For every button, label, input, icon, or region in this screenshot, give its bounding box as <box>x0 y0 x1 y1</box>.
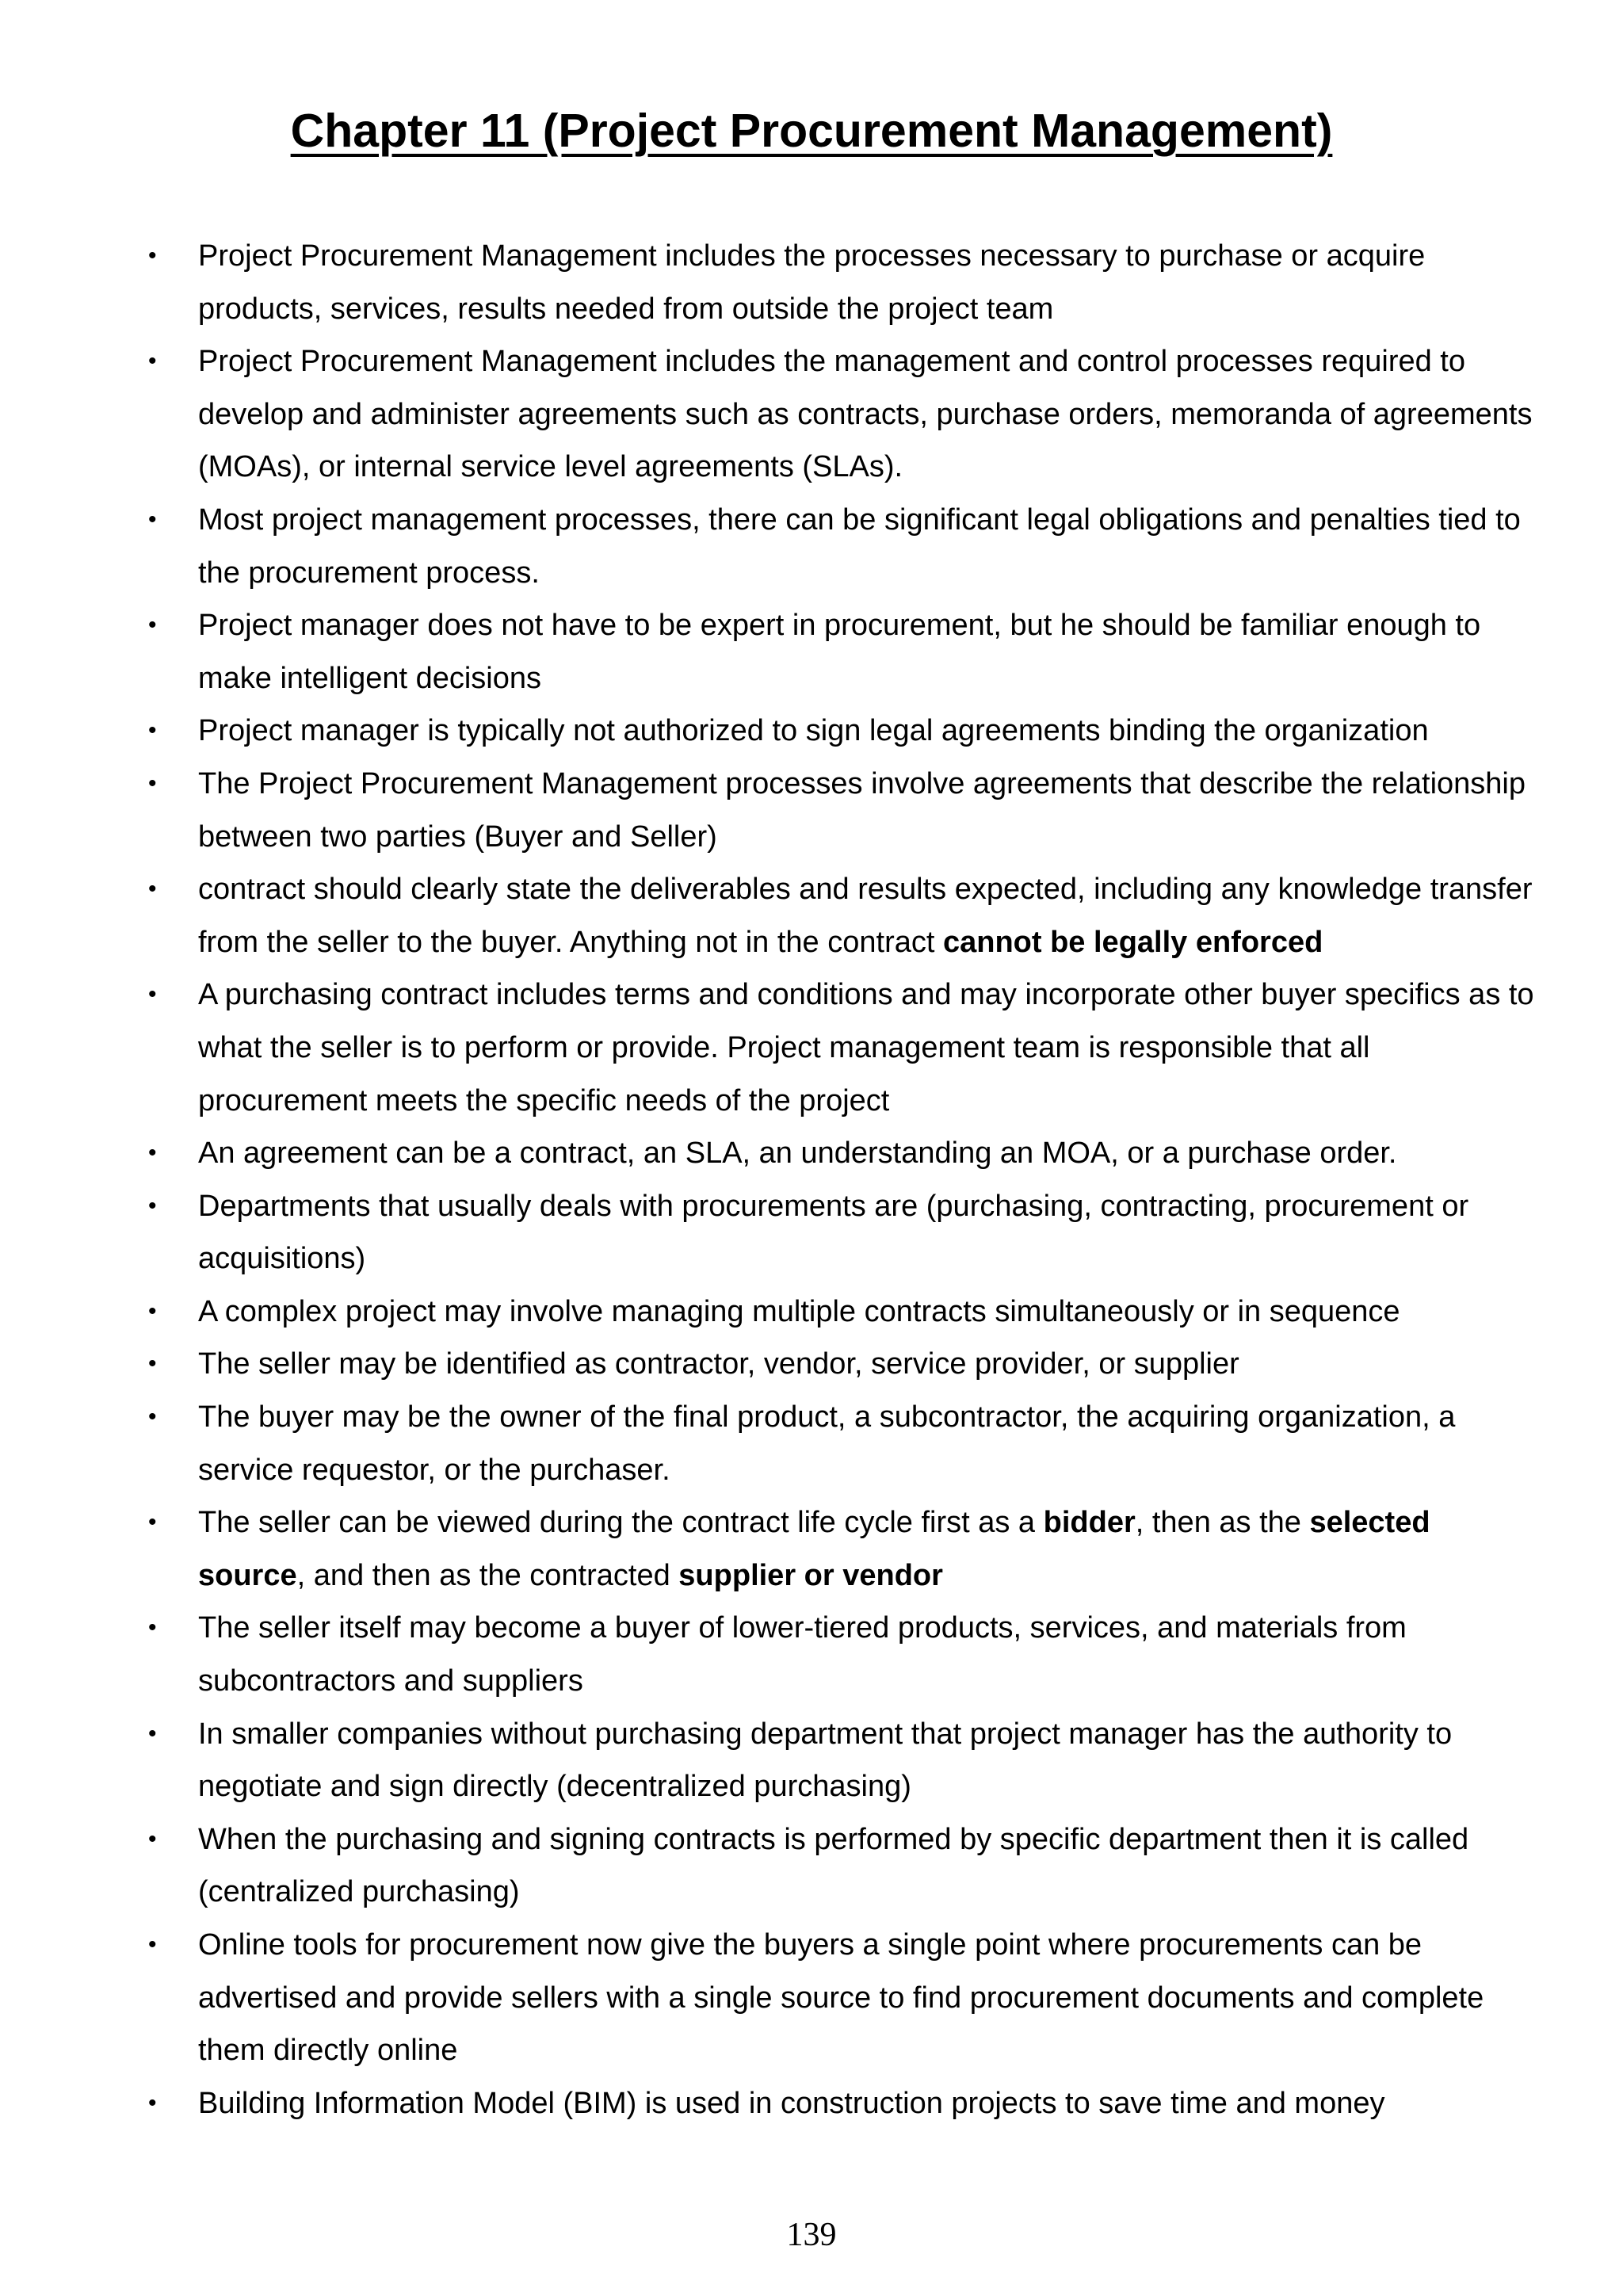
bullet-text <box>198 767 1526 854</box>
text-segment: Most project management processes, there can be significant legal obligations and penalties tied to the procurement process. <box>198 502 1521 590</box>
bullet-text <box>198 1506 1430 1592</box>
list-item <box>0 1338 1623 1391</box>
list-item <box>0 1813 1623 1919</box>
bullet-dot-icon: • <box>148 1614 157 1641</box>
bullet-text <box>198 2087 1384 2120</box>
text-segment: A complex project may involve managing multiple contracts simultaneously or in sequence <box>198 1294 1400 1328</box>
bullet-dot-icon: • <box>148 1140 157 1167</box>
bullet-text <box>198 1823 1468 1909</box>
bullet-dot-icon: • <box>148 612 157 639</box>
bullet-text <box>198 873 1533 959</box>
bullet-dot-icon: • <box>148 2089 157 2116</box>
text-segment: An agreement can be a contract, an SLA, an understanding an MOA, or a purchase order. <box>198 1137 1397 1171</box>
list-item <box>0 1286 1623 1339</box>
list-item <box>0 2077 1623 2130</box>
bullet-dot-icon: • <box>148 506 157 533</box>
bullet-text <box>198 1717 1452 1804</box>
list-item <box>0 335 1623 494</box>
list-item <box>0 863 1623 968</box>
bullet-text <box>198 1295 1400 1328</box>
bullet-text <box>198 714 1429 747</box>
bullet-text <box>198 1400 1455 1487</box>
text-segment: The Project Procurement Management processes involve agreements that describe the relationship between two parties (Buyer and Seller) <box>198 766 1526 854</box>
bold-text-segment: supplier or vendor <box>678 1558 943 1592</box>
bullet-dot-icon: • <box>148 1350 157 1377</box>
bullet-dot-icon: • <box>148 1825 157 1852</box>
text-segment: The seller itself may become a buyer of lower-tiered products, services, and materials from subcontractors and suppliers <box>198 1611 1407 1698</box>
list-item <box>0 705 1623 758</box>
text-segment: Project Procurement Management includes the processes necessary to purchase or acquire products, services, results needed from outside the project team <box>198 239 1426 326</box>
text-segment: The buyer may be the owner of the final product, a subcontractor, the acquiring organization, a service requestor, or the purchaser. <box>198 1400 1456 1487</box>
text-segment: Project Procurement Management includes the management and control processes required to develop and administer agreements such as contracts, purchase orders, memoranda of agreements (MOAs), or internal service level agreements (SLAs). <box>198 345 1533 484</box>
list-item <box>0 1919 1623 2077</box>
bullet-dot-icon: • <box>148 1297 157 1324</box>
bullet-text <box>198 503 1521 590</box>
bullet-dot-icon: • <box>148 770 157 797</box>
bullet-text <box>198 345 1532 483</box>
list-item <box>0 230 1623 335</box>
bullet-text <box>198 1137 1397 1170</box>
bullet-text <box>198 1611 1407 1698</box>
bullet-dot-icon: • <box>148 243 157 269</box>
bullet-text <box>198 609 1480 695</box>
bullet-dot-icon: • <box>148 717 157 744</box>
bullet-dot-icon: • <box>148 1931 157 1958</box>
list-item <box>0 1127 1623 1180</box>
list-item <box>0 968 1623 1127</box>
text-segment: In smaller companies without purchasing department that project manager has the authority to negotiate and sign directly (decentralized purchasing) <box>198 1717 1453 1804</box>
page-number: 139 <box>786 2217 837 2253</box>
list-item <box>0 1391 1623 1496</box>
list-item <box>0 1602 1623 1707</box>
bullet-dot-icon: • <box>148 1720 157 1747</box>
page-title: Chapter 11 (Project Procurement Management) <box>290 105 1333 157</box>
text-segment: When the purchasing and signing contracts is performed by specific department then it is called (centralized purchasing) <box>198 1822 1469 1909</box>
text-segment: A purchasing contract includes terms and conditions and may incorporate other buyer specifics as to what the seller is to perform or provide. Project management team is responsible that all procurement meets the specific needs of the project <box>198 978 1534 1117</box>
text-segment: Project manager does not have to be expert in procurement, but he should be familiar enough to make intelligent decisions <box>198 609 1481 695</box>
bullet-dot-icon: • <box>148 1192 157 1219</box>
bullet-dot-icon: • <box>148 876 157 903</box>
bullet-list <box>0 230 1623 2130</box>
list-item <box>0 1708 1623 1813</box>
bullet-dot-icon: • <box>148 1509 157 1536</box>
bullet-text <box>198 1347 1239 1381</box>
text-segment: Building Information Model (BIM) is used in construction projects to save time and money <box>198 2086 1385 2120</box>
bullet-dot-icon: • <box>148 981 157 1008</box>
bullet-text <box>198 978 1534 1117</box>
bold-text-segment: selected source <box>198 1506 1430 1592</box>
bullet-dot-icon: • <box>148 348 157 375</box>
bold-text-segment: cannot be legally enforced <box>942 925 1323 959</box>
bullet-text <box>198 1928 1484 2067</box>
bullet-text <box>198 239 1425 326</box>
list-item <box>0 494 1623 599</box>
bullet-text <box>198 1190 1468 1276</box>
text-segment: , then as the <box>1135 1506 1310 1540</box>
text-segment: The seller may be identified as contractor, vendor, service provider, or supplier <box>198 1347 1239 1381</box>
text-segment: , and then as the contracted <box>296 1558 679 1592</box>
list-item <box>0 599 1623 705</box>
text-segment: contract should clearly state the deliverables and results expected, including any knowledge transfer from the seller to the buyer. Anything not in the contract <box>198 873 1533 959</box>
bullet-dot-icon: • <box>148 1404 157 1431</box>
text-segment: Departments that usually deals with procurements are (purchasing, contracting, procurement or acquisitions) <box>198 1189 1469 1276</box>
text-segment: Project manager is typically not authorized to sign legal agreements binding the organization <box>198 714 1429 748</box>
list-item <box>0 1180 1623 1286</box>
list-item <box>0 758 1623 863</box>
list-item <box>0 1496 1623 1602</box>
text-segment: The seller can be viewed during the contract life cycle first as a <box>198 1506 1044 1540</box>
text-segment: Online tools for procurement now give the buyers a single point where procurements can be advertised and provide sellers with a single source to find procurement documents and complete them directly online <box>198 1928 1484 2068</box>
bold-text-segment: bidder <box>1043 1506 1136 1540</box>
